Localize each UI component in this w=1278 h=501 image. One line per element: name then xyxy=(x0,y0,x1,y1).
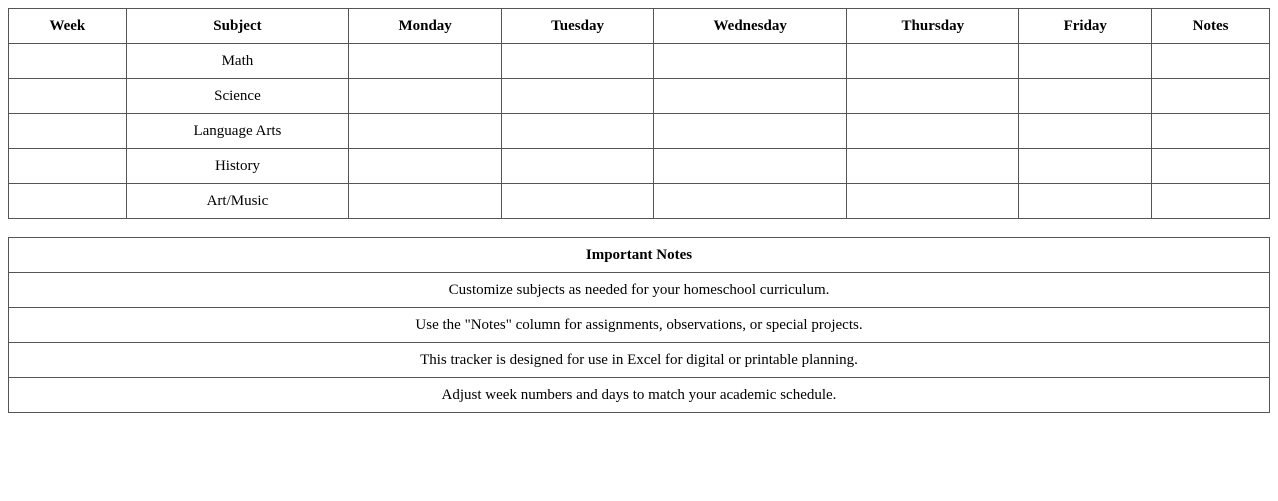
cell-wednesday[interactable] xyxy=(654,114,847,149)
cell-notes[interactable] xyxy=(1152,184,1270,219)
cell-notes[interactable] xyxy=(1152,114,1270,149)
header-week: Week xyxy=(9,9,127,44)
header-wednesday: Wednesday xyxy=(654,9,847,44)
table-row xyxy=(9,79,1270,114)
notes-header-row xyxy=(9,238,1270,273)
cell-tuesday[interactable] xyxy=(502,44,654,79)
cell-subject[interactable]: Art/Music xyxy=(126,184,348,219)
cell-friday[interactable] xyxy=(1019,79,1152,114)
cell-monday[interactable] xyxy=(349,114,502,149)
cell-monday[interactable] xyxy=(349,79,502,114)
cell-friday[interactable] xyxy=(1019,184,1152,219)
schedule-header-row xyxy=(9,9,1270,44)
cell-monday[interactable] xyxy=(349,149,502,184)
cell-notes[interactable] xyxy=(1152,44,1270,79)
cell-monday[interactable] xyxy=(349,184,502,219)
table-row xyxy=(9,114,1270,149)
cell-week[interactable] xyxy=(9,184,127,219)
cell-subject[interactable]: Language Arts xyxy=(126,114,348,149)
cell-friday[interactable] xyxy=(1019,114,1152,149)
list-item xyxy=(9,273,1270,308)
cell-wednesday[interactable] xyxy=(654,184,847,219)
header-subject: Subject xyxy=(126,9,348,44)
cell-wednesday[interactable] xyxy=(654,149,847,184)
cell-subject[interactable]: Math xyxy=(126,44,348,79)
cell-tuesday[interactable] xyxy=(502,149,654,184)
cell-thursday[interactable] xyxy=(847,44,1019,79)
header-notes: Notes xyxy=(1152,9,1270,44)
cell-thursday[interactable] xyxy=(847,79,1019,114)
table-row xyxy=(9,149,1270,184)
cell-subject[interactable]: Science xyxy=(126,79,348,114)
list-item xyxy=(9,343,1270,378)
cell-friday[interactable] xyxy=(1019,149,1152,184)
cell-week[interactable] xyxy=(9,149,127,184)
cell-subject[interactable]: History xyxy=(126,149,348,184)
important-notes-title: Important Notes xyxy=(9,238,1270,273)
schedule-table xyxy=(8,8,1270,219)
important-notes-table xyxy=(8,237,1270,413)
cell-thursday[interactable] xyxy=(847,114,1019,149)
header-friday: Friday xyxy=(1019,9,1152,44)
cell-wednesday[interactable] xyxy=(654,79,847,114)
cell-week[interactable] xyxy=(9,44,127,79)
list-item xyxy=(9,308,1270,343)
cell-thursday[interactable] xyxy=(847,184,1019,219)
cell-thursday[interactable] xyxy=(847,149,1019,184)
cell-monday[interactable] xyxy=(349,44,502,79)
cell-notes[interactable] xyxy=(1152,79,1270,114)
table-row xyxy=(9,184,1270,219)
cell-tuesday[interactable] xyxy=(502,79,654,114)
cell-tuesday[interactable] xyxy=(502,184,654,219)
cell-week[interactable] xyxy=(9,114,127,149)
cell-friday[interactable] xyxy=(1019,44,1152,79)
cell-week[interactable] xyxy=(9,79,127,114)
cell-wednesday[interactable] xyxy=(654,44,847,79)
note-text[interactable]: Customize subjects as needed for your homeschool curriculum. xyxy=(9,273,1270,308)
note-text[interactable]: This tracker is designed for use in Excel for digital or printable planning. xyxy=(9,343,1270,378)
header-thursday: Thursday xyxy=(847,9,1019,44)
cell-notes[interactable] xyxy=(1152,149,1270,184)
header-monday: Monday xyxy=(349,9,502,44)
table-row xyxy=(9,44,1270,79)
header-tuesday: Tuesday xyxy=(502,9,654,44)
list-item xyxy=(9,378,1270,413)
note-text[interactable]: Use the "Notes" column for assignments, observations, or special projects. xyxy=(9,308,1270,343)
cell-tuesday[interactable] xyxy=(502,114,654,149)
note-text[interactable]: Adjust week numbers and days to match your academic schedule. xyxy=(9,378,1270,413)
